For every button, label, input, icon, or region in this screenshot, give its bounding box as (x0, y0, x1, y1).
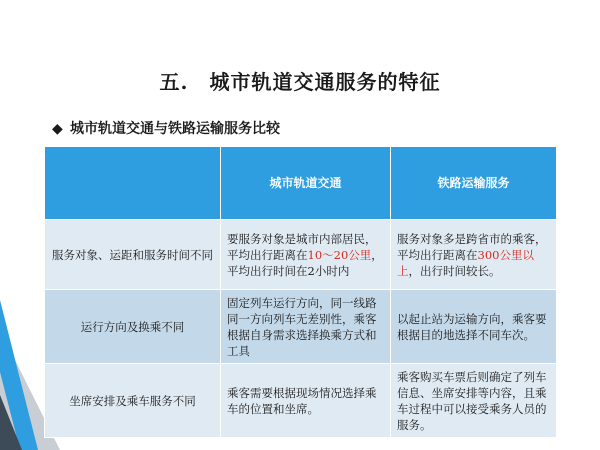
table-row (45, 290, 557, 364)
cell-text: 服务对象多是跨省市的乘客，平均出行距离在 (397, 231, 547, 262)
row-label: 运行方向及换乘不同 (45, 290, 221, 364)
urban-cell (221, 220, 391, 290)
subtitle-text: 城市轨道交通与铁路运输服务比较 (70, 121, 280, 137)
cell-text: ，出行时间较长。 (408, 263, 501, 278)
highlight-text: 10～20公里 (307, 247, 372, 262)
table-header-row (45, 147, 557, 220)
rail-cell: 乘客购买车票后则确定了列车信息、坐席安排等内容，且乘车过程中可以接受乘务人员的服务。 (391, 364, 557, 438)
table-row (45, 220, 557, 290)
rail-cell: 以起止站为运输方向，乘客要根据目的地选择不同车次。 (391, 290, 557, 364)
row-label: 服务对象、运距和服务时间不同 (45, 220, 221, 290)
cell-text: ，平均出行时间在2小时内 (227, 247, 383, 278)
rail-cell (391, 220, 557, 290)
header-cell-rail: 铁路运输服务 (391, 147, 557, 220)
page-title: 五. 城市轨道交通服务的特征 (159, 70, 441, 94)
header-cell-empty (45, 147, 221, 220)
urban-cell: 乘客需要根据现场情况选择乘车的位置和坐席。 (221, 364, 391, 438)
urban-cell: 固定列车运行方向，同一线路同一方向列车无差别性，乘客根据自身需求选择换乘方式和工具 (221, 290, 391, 364)
highlight-text: 300公里以上 (397, 247, 534, 278)
table-row (45, 364, 557, 438)
row-label: 坐席安排及乘车服务不同 (45, 364, 221, 438)
cell-text: 要服务对象是城市内部居民，平均出行距离在 (227, 231, 377, 262)
diamond-bullet-icon: ◆ (52, 121, 63, 137)
header-cell-urban: 城市轨道交通 (221, 147, 391, 220)
comparison-table (44, 146, 557, 438)
section-subtitle (52, 118, 280, 138)
